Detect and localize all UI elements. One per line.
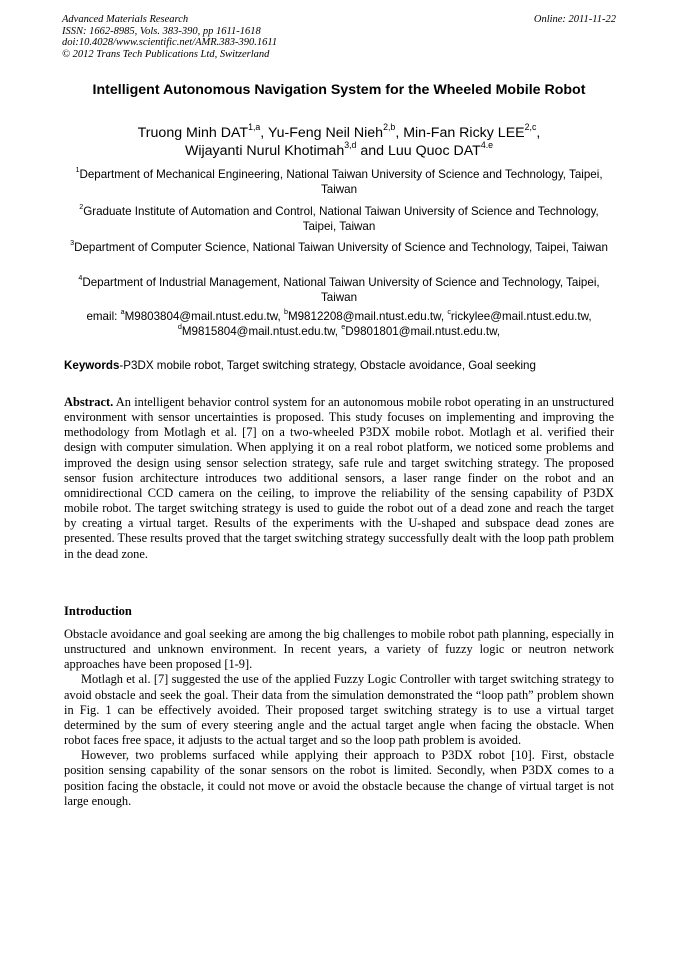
affiliation-number: 4: [78, 273, 83, 283]
author-affil-marker: 3,d: [344, 140, 357, 151]
author-affil-marker: 2,c: [524, 122, 537, 133]
keywords-label: Keywords: [64, 359, 120, 372]
email-list: [64, 309, 614, 339]
section-heading-introduction: Introduction: [64, 604, 132, 618]
author-name: Truong Minh DAT: [137, 125, 249, 141]
author-affil-marker: 4.e: [480, 140, 494, 151]
email-marker: a: [120, 307, 125, 317]
email-address[interactable]: M9803804@mail.ntust.edu.tw,: [124, 310, 284, 323]
introduction-body: [64, 627, 614, 809]
affiliation-3: [64, 240, 614, 255]
paper-title: Intelligent Autonomous Navigation System for the Wheeled Mobile Robot: [92, 82, 586, 98]
paragraph: However, two problems surfaced while applying their approach to P3DX robot [10]. First, obstacle position sensing capability of the sonar sensors on the robot is limited. Secondly, when P3DX comes to a position facing the obstacle, it could not move or avoid the obstacle because the change of virtual target is not large enough.: [64, 748, 614, 808]
abstract-label: Abstract.: [64, 395, 114, 409]
copyright-line: © 2012 Trans Tech Publications Ltd, Switzerland: [62, 48, 270, 60]
author-name: Yu-Feng Neil Nieh: [267, 125, 384, 141]
author-name: Luu Quoc DAT: [388, 143, 481, 159]
affiliation-text: Department of Mechanical Engineering, National Taiwan University of Science and Technology, Taipei, Taiwan: [79, 168, 603, 196]
affiliation-text: Department of Computer Science, National Taiwan University of Science and Technology, Taipei, Taiwan: [74, 241, 608, 254]
affiliation-4: [64, 275, 614, 305]
keywords-text: -P3DX mobile robot, Target switching strategy, Obstacle avoidance, Goal seeking: [119, 359, 536, 372]
author-separator: and: [356, 143, 389, 159]
affiliation-2: [64, 204, 614, 234]
online-date: Online: 2011-11-22: [533, 14, 616, 25]
author-list: [64, 124, 614, 160]
affiliation-1: [64, 167, 614, 197]
email-marker: c: [447, 307, 451, 317]
paragraph: Motlagh et al. [7] suggested the use of the applied Fuzzy Logic Controller with target switching strategy to avoid obstacle and seek the goal. Their data from the simulation demonstrated the “loop path” problem shown in Fig. 1 can be effectively avoided. Their proposed target switching strategy is to use a virtual target determined by the sum of every steering angle and the actual target angle when facing the obstacle. When robot faces free space, it adjusts to the actual target and so the loop path problem is avoided.: [64, 672, 614, 748]
keywords: [64, 358, 614, 373]
affiliation-number: 1: [75, 165, 80, 175]
author-separator: ,: [395, 125, 404, 141]
abstract: [64, 395, 618, 562]
issn-line: ISSN: 1662-8985, Vols. 383-390, pp 1611-1618: [62, 25, 261, 37]
author-separator: ,: [536, 125, 541, 141]
email-marker: b: [283, 307, 288, 317]
email-address[interactable]: D9801801@mail.ntust.edu.tw,: [345, 325, 501, 338]
author-affil-marker: 2,b: [383, 122, 396, 133]
email-address[interactable]: M9815804@mail.ntust.edu.tw,: [181, 325, 342, 338]
abstract-text: An intelligent behavior control system for an autonomous mobile robot operating in an unstructured environment with sensor uncertainties is proposed. This study focuses on implementing and improving the methodology from Motlagh et al. [7] on a two-wheeled P3DX mobile robot. Motlagh et al. verified their design with computer simulation. When applying it on a real robot platform, we noticed some problems and improved the design using sensor selection strategy, safe rule and target switching strategy. The proposed sensor fusion architecture introduces two additional sensors, a laser range finder on the robot and an omnidirectional CCD camera on the ceiling, to improve the reliability of the sensing capability of P3DX mobile robot. The target switching strategy is used to guide the robot out of a dead zone and reach the target by creating a virtual target. Results of the experiments with the U-shaped and subspace dead zones are presented. These results proved that the target switching strategy successfully dealt with the loop path problem in the dead zone.: [64, 395, 618, 561]
author-name: Wijayanti Nurul Khotimah: [184, 143, 345, 159]
affiliation-number: 3: [70, 238, 75, 248]
affiliation-text: Graduate Institute of Automation and Control, National Taiwan University of Science and Technology, Taipei, Taiwan: [83, 205, 599, 233]
affiliation-number: 2: [79, 202, 84, 212]
author-separator: ,: [260, 125, 268, 141]
email-marker: e: [341, 322, 346, 332]
email-marker: d: [177, 322, 182, 332]
journal-header: [62, 14, 616, 60]
affiliation-text: Department of Industrial Management, National Taiwan University of Science and Technology, Taipei, Taiwan: [82, 276, 600, 304]
journal-name: Advanced Materials Research: [62, 14, 189, 25]
email-label: email:: [86, 310, 121, 323]
author-affil-marker: 1,a: [248, 122, 261, 133]
email-address[interactable]: M9812208@mail.ntust.edu.tw,: [287, 310, 448, 323]
email-address[interactable]: rickylee@mail.ntust.edu.tw,: [450, 310, 592, 323]
author-name: Min-Fan Ricky LEE: [403, 125, 525, 141]
paragraph: Obstacle avoidance and goal seeking are among the big challenges to mobile robot path planning, especially in unstructured and unknown environment. In recent years, a variety of fuzzy logic or neutron network approaches have been proposed [1-9].: [64, 627, 614, 672]
doi-line[interactable]: doi:10.4028/www.scientific.net/AMR.383-390.1611: [62, 37, 278, 48]
